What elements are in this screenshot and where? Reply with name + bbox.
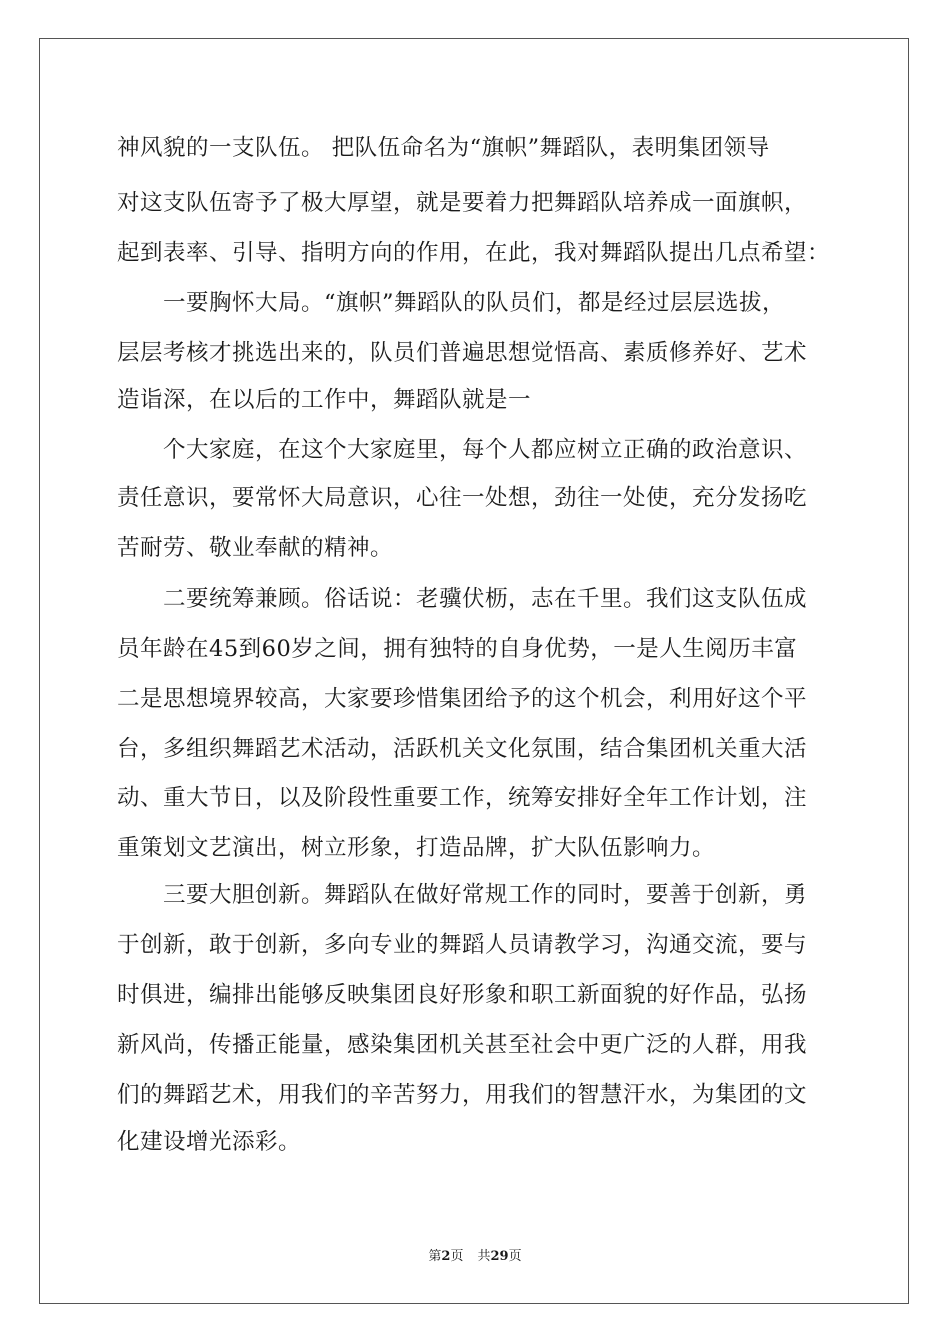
paragraph-start-line: 个大家庭，在这个大家庭里，每个人都应树立正确的政治意识、 bbox=[163, 437, 808, 463]
paragraph-start-line: 一要胸怀大局。“旗帜”舞蹈队的队员们，都是经过层层选拔， bbox=[163, 290, 786, 316]
page-prefix: 第 bbox=[428, 1249, 442, 1264]
page-number: 2 bbox=[441, 1249, 451, 1264]
page-suffix: 页 bbox=[450, 1249, 464, 1264]
paragraph-start-line: 二要统筹兼顾。俗话说：老骥伏枥，志在千里。我们这支队伍成 bbox=[163, 586, 808, 612]
paragraph-start-line: 三要大胆创新。舞蹈队在做好常规工作的同时，要善于创新，勇 bbox=[163, 882, 808, 908]
text-line: 们的舞蹈艺术，用我们的辛苦努力，用我们的智慧汗水，为集团的文 bbox=[117, 1082, 808, 1108]
text-line: 新风尚，传播正能量，感染集团机关甚至社会中更广泛的人群，用我 bbox=[117, 1032, 808, 1058]
total-suffix: 页 bbox=[508, 1249, 522, 1264]
text-line: 神风貌的一支队伍。 把队伍命名为“旗帜”舞蹈队，表明集团领导 bbox=[117, 135, 770, 161]
text-line: 时俱进，编排出能够反映集团良好形象和职工新面貌的好作品，弘扬 bbox=[117, 982, 808, 1008]
text-line: 动、重大节日，以及阶段性重要工作，统筹安排好全年工作计划，注 bbox=[117, 785, 808, 811]
text-line: 员年龄在45到60岁之间，拥有独特的自身优势，一是人生阅历丰富 bbox=[117, 636, 798, 662]
text-line: 苦耐劳、敬业奉献的精神。 bbox=[117, 535, 394, 561]
total-prefix: 共 bbox=[477, 1249, 491, 1264]
text-line: 二是思想境界较高，大家要珍惜集团给予的这个机会，利用好这个平 bbox=[117, 686, 808, 712]
page-border bbox=[39, 38, 909, 1304]
text-line: 于创新，敢于创新，多向专业的舞蹈人员请教学习，沟通交流，要与 bbox=[117, 932, 808, 958]
text-line: 责任意识，要常怀大局意识，心往一处想，劲往一处使，充分发扬吃 bbox=[117, 485, 808, 511]
text-line: 起到表率、引导、指明方向的作用，在此，我对舞蹈队提出几点希望： bbox=[117, 240, 831, 266]
page-footer bbox=[0, 1245, 950, 1264]
total-pages: 29 bbox=[490, 1249, 509, 1264]
text-line: 台，多组织舞蹈艺术活动，活跃机关文化氛围，结合集团机关重大活 bbox=[117, 736, 808, 762]
text-line: 造诣深，在以后的工作中，舞蹈队就是一 bbox=[117, 387, 532, 413]
text-line: 重策划文艺演出，树立形象，打造品牌，扩大队伍影响力。 bbox=[117, 835, 716, 861]
text-line: 层层考核才挑选出来的，队员们普遍思想觉悟高、素质修养好、艺术 bbox=[117, 340, 808, 366]
text-line: 化建设增光添彩。 bbox=[117, 1129, 302, 1155]
text-line: 对这支队伍寄予了极大厚望，就是要着力把舞蹈队培养成一面旗帜， bbox=[117, 190, 808, 216]
